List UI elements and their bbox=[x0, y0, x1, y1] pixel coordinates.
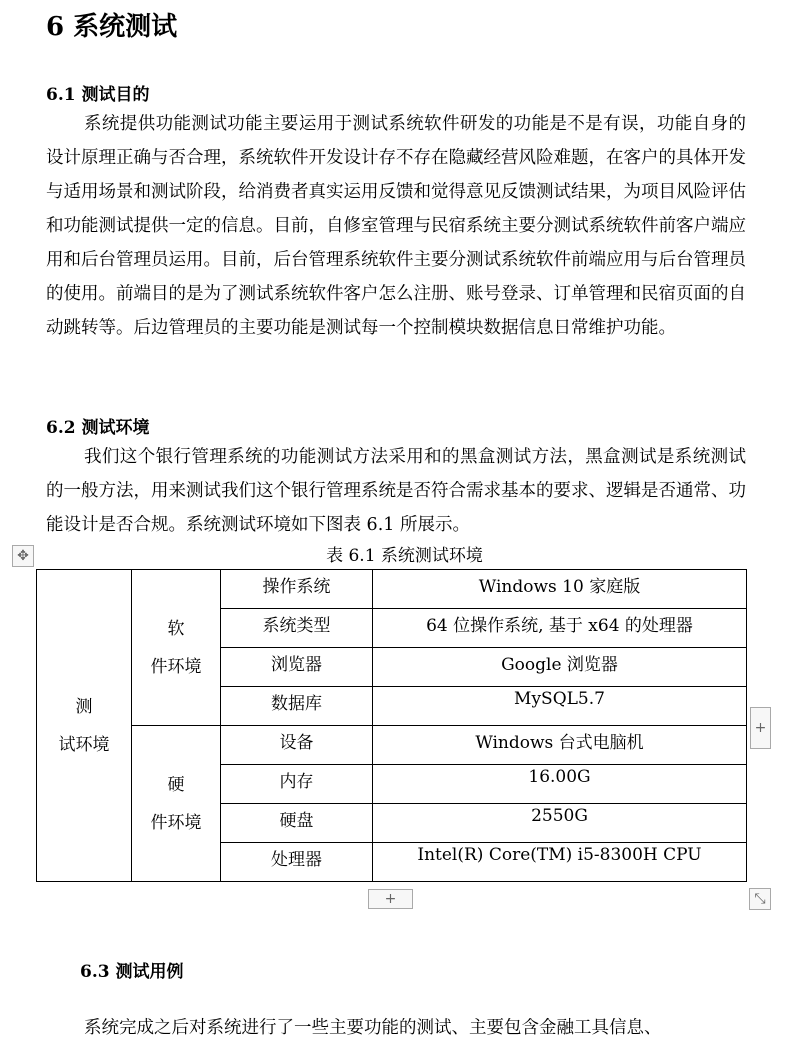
table-value-cell: 64 位操作系统, 基于 x64 的处理器 bbox=[373, 609, 747, 648]
category-cell: 测 试环境 bbox=[37, 570, 132, 882]
table-label-cell: 数据库 bbox=[221, 687, 373, 726]
table-value-cell: Windows 台式电脑机 bbox=[373, 726, 747, 765]
section-6-3-title: 6.3 测试用例 bbox=[80, 962, 184, 982]
table-value-cell: Google 浏览器 bbox=[373, 648, 747, 687]
section-6-2-body bbox=[46, 440, 746, 542]
add-row-button[interactable]: + bbox=[368, 889, 413, 909]
section-6-1-title: 6.1 测试目的 bbox=[46, 85, 150, 105]
table-value-cell: MySQL5.7 bbox=[373, 687, 747, 726]
section-6-2-title: 6.2 测试环境 bbox=[46, 418, 150, 438]
paragraph: 我们这个银行管理系统的功能测试方法采用和的黑盒测试方法，黑盒测试是系统测试的一般方法，用来测试我们这个银行管理系统是否符合需求基本的要求、逻辑是否通常、功能设计是否合规。系统测试环境如下图表 6.1 所展示。 bbox=[46, 447, 746, 535]
table-label-cell: 硬盘 bbox=[221, 804, 373, 843]
table-label-cell: 设备 bbox=[221, 726, 373, 765]
table-value-cell: Windows 10 家庭版 bbox=[373, 570, 747, 609]
table-value-cell: Intel(R) Core(TM) i5-8300H CPU bbox=[373, 843, 747, 882]
paragraph: 系统提供功能测试功能主要运用于测试系统软件研发的功能是不是有误，功能自身的设计原理正确与否合理，系统软件开发设计存不存在隐藏经营风险难题，在客户的具体开发与适用场景和测试阶段，给消费者真实运用反馈和觉得意见反馈测试结果，为项目风险评估和功能测试提供一定的信息。目前，自修室管理与民宿系统主要分测试系统软件前客户端应用和后台管理员运用。目前，后台管理系统软件主要分测试系统软件前端应用与后台管理员的使用。前端目的是为了测试系统软件客户怎么注册、账号登录、订单管理和民宿页面的自动跳转等。后边管理员的主要功能是测试每一个控制模块数据信息日常维护功能。 bbox=[46, 114, 746, 338]
hardware-group-cell: 硬 件环境 bbox=[132, 726, 221, 882]
table-resize-icon[interactable]: ⤡ bbox=[749, 888, 771, 910]
table-move-handle-icon[interactable]: ✥ bbox=[12, 545, 34, 567]
table-label-cell: 操作系统 bbox=[221, 570, 373, 609]
software-group-cell: 软 件环境 bbox=[132, 570, 221, 726]
table-label-cell: 浏览器 bbox=[221, 648, 373, 687]
table-value-cell: 2550G bbox=[373, 804, 747, 843]
chapter-heading: 6 系统测试 bbox=[46, 12, 178, 42]
table-label-cell: 内存 bbox=[221, 765, 373, 804]
table-label-cell: 处理器 bbox=[221, 843, 373, 882]
table-caption: 表 6.1 系统测试环境 bbox=[326, 546, 483, 566]
test-environment-table bbox=[36, 569, 747, 882]
paragraph: 系统完成之后对系统进行了一些主要功能的测试、主要包含金融工具信息、 bbox=[84, 1018, 662, 1038]
table-label-cell: 系统类型 bbox=[221, 609, 373, 648]
section-6-1-body bbox=[46, 107, 746, 345]
table-value-cell: 16.00G bbox=[373, 765, 747, 804]
section-6-3-body bbox=[46, 1011, 746, 1045]
add-column-button[interactable]: + bbox=[750, 707, 771, 749]
